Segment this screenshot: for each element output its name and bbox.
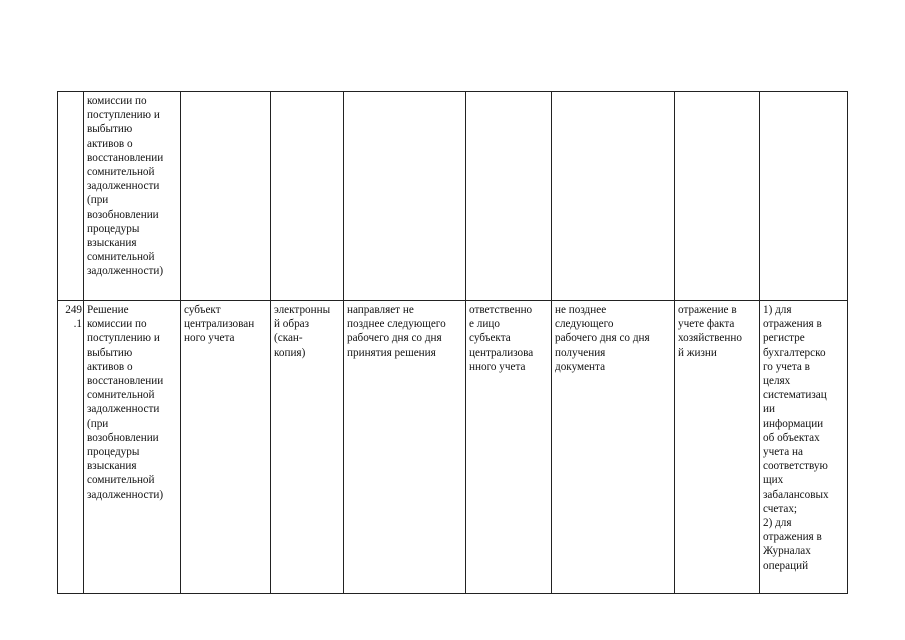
creator-cell: субъект централизован ного учета [181,301,271,594]
purpose-cell: отражение в учете факта хозяйственно й жизни [675,301,760,594]
deadline-cell [552,92,675,301]
procedure-cell [344,92,466,301]
usage-cell: 1) для отражения в регистре бухгалтерско го учета в целях систематизац ии информации об объектах учета на соответствую щих забалансовых счетах; 2) для отражения в Журналах операций [760,301,848,594]
deadline-cell: не позднее следующего рабочего дня со дня получения документа [552,301,675,594]
row-number-cell [58,92,84,301]
document-name-cell: комиссии по поступлению и выбытию активов о восстановлении сомнительной задолженности (при возобновлении процедуры взыскания сомнительной задолженности) [84,92,181,301]
responsible-cell [466,92,552,301]
creator-cell [181,92,271,301]
table-row [58,301,848,594]
table-row [58,92,848,301]
document-table [57,91,848,594]
document-name-cell: Решение комиссии по поступлению и выбытию активов о восстановлении сомнительной задолженности (при возобновлении процедуры взыскания сомнительной задолженности) [84,301,181,594]
responsible-cell: ответственно е лицо субъекта централизова нного учета [466,301,552,594]
procedure-cell: направляет не позднее следующего рабочего дня со дня принятия решения [344,301,466,594]
purpose-cell [675,92,760,301]
row-number-cell: 249 .1 [58,301,84,594]
format-cell: электронны й образ (скан- копия) [271,301,344,594]
format-cell [271,92,344,301]
usage-cell [760,92,848,301]
